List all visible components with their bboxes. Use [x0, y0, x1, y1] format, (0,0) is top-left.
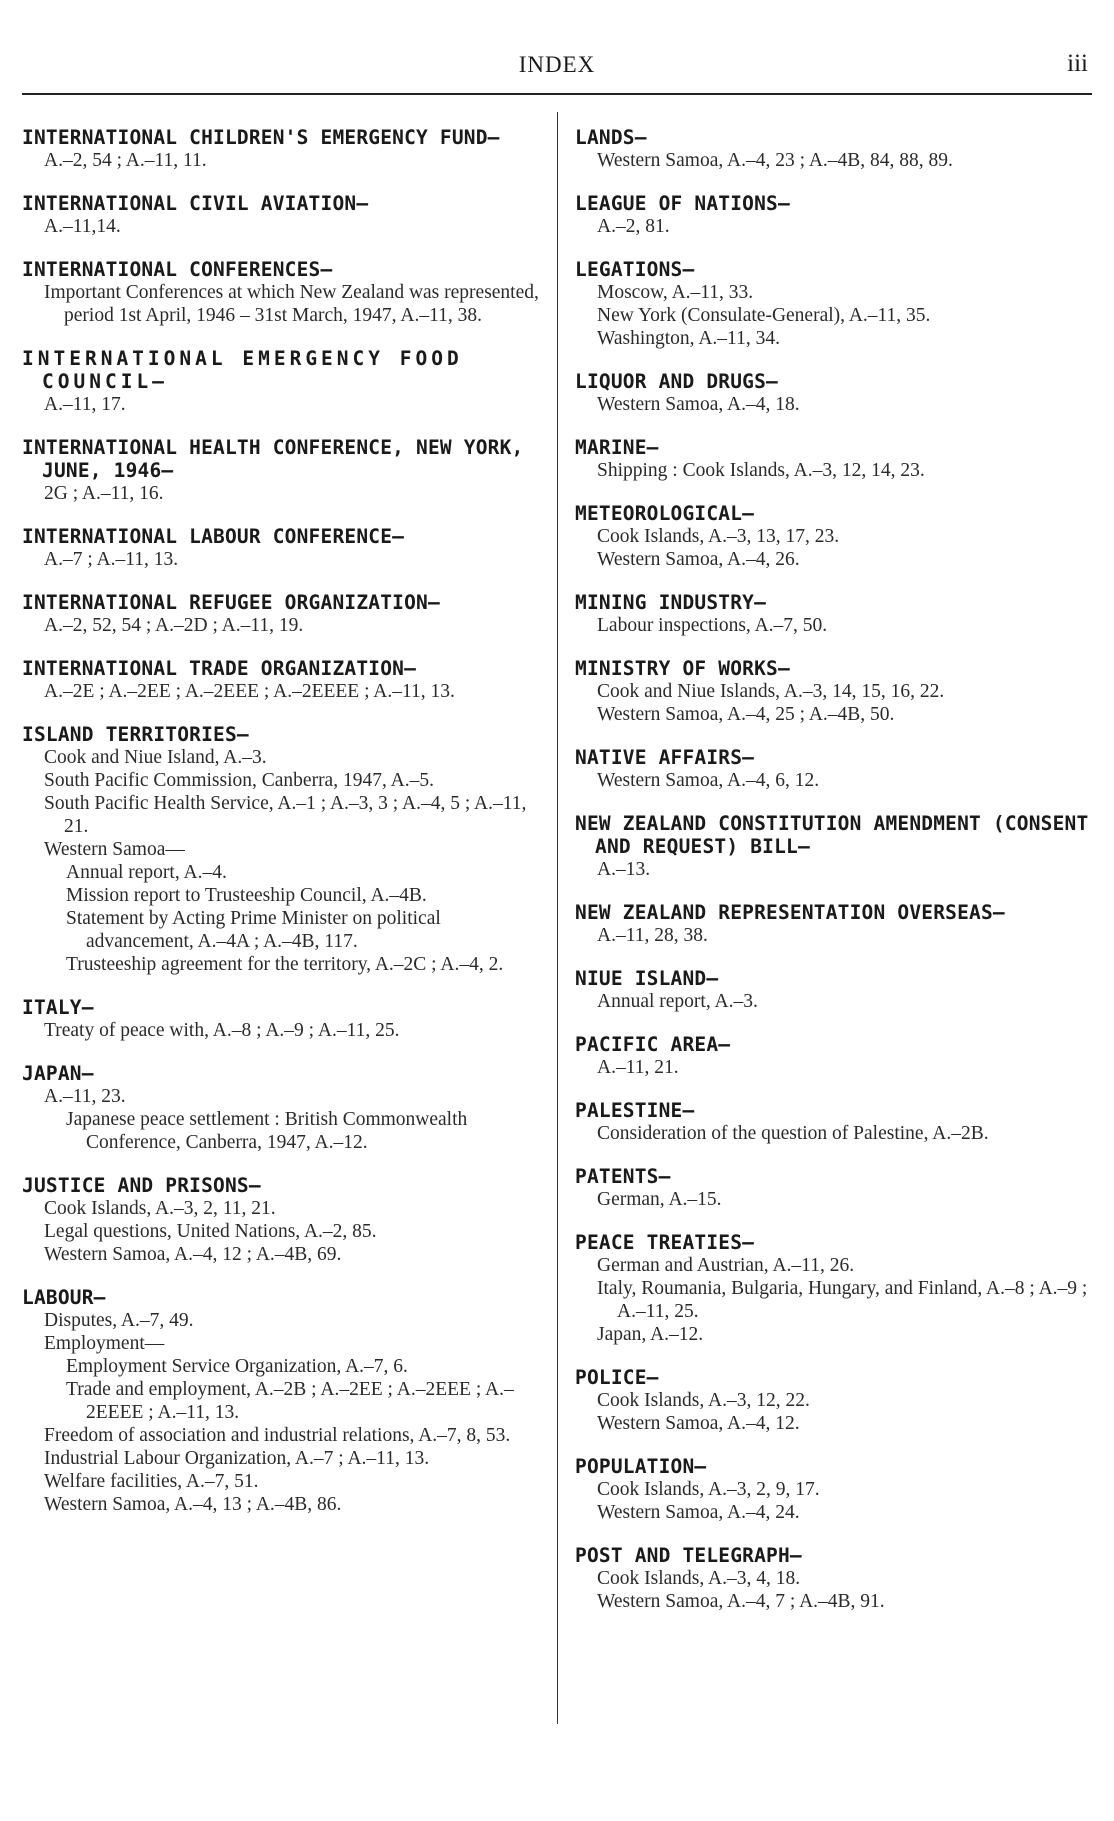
index-reference-line: Cook Islands, A.–3, 13, 17, 23. [597, 526, 840, 547]
index-heading: JUSTICE AND PRISONS— [22, 1174, 261, 1197]
index-heading: LEAGUE OF NATIONS— [575, 192, 790, 215]
index-heading: ITALY— [22, 996, 94, 1019]
index-reference-line: Cook Islands, A.–3, 2, 9, 17. [597, 1479, 820, 1500]
index-entry [22, 258, 539, 327]
index-heading: INTERNATIONAL CIVIL AVIATION— [22, 192, 369, 215]
index-entry [575, 1033, 1090, 1079]
index-reference-line: Trusteeship agreement for the territory, A.–2C ; A.–4, 2. [66, 954, 504, 975]
index-entry [575, 192, 1090, 238]
index-reference-line: Cook and Niue Island, A.–3. [44, 747, 267, 768]
index-reference-line: Western Samoa, A.–4, 24. [597, 1502, 800, 1523]
index-reference-line: Cook and Niue Islands, A.–3, 14, 15, 16, 22. [597, 681, 945, 702]
index-heading: JAPAN— [22, 1062, 94, 1085]
index-heading: NATIVE AFFAIRS— [575, 746, 755, 769]
index-reference-line: Western Samoa, A.–4, 12 ; A.–4B, 69. [44, 1244, 342, 1265]
index-heading: NIUE ISLAND— [575, 967, 719, 990]
index-entry [22, 723, 539, 976]
index-entry [22, 525, 539, 571]
index-reference-line: Western Samoa, A.–4, 7 ; A.–4B, 91. [597, 1591, 885, 1612]
index-entry [22, 436, 539, 505]
index-entry [22, 1062, 539, 1154]
index-entry [575, 258, 1090, 350]
index-entry [22, 347, 539, 416]
index-heading: INTERNATIONAL REFUGEE ORGANIZATION— [22, 591, 440, 614]
index-reference-line: Employment— [44, 1333, 165, 1354]
index-entry [575, 126, 1090, 172]
index-entry [575, 1544, 1090, 1613]
index-reference-line: Cook Islands, A.–3, 12, 22. [597, 1390, 810, 1411]
index-reference-line: Shipping : Cook Islands, A.–3, 12, 14, 23. [597, 460, 925, 481]
index-entry [575, 1099, 1090, 1145]
index-reference-line: Western Samoa— [44, 839, 185, 860]
index-entry [575, 657, 1090, 726]
index-entry [575, 1455, 1090, 1524]
index-entry [22, 996, 539, 1042]
index-reference-line: Freedom of association and industrial relations, A.–7, 8, 53. [44, 1425, 511, 1446]
index-entry [22, 126, 539, 172]
index-reference-line: Mission report to Trusteeship Council, A.–4B. [66, 885, 427, 906]
index-reference-line: Statement by Acting Prime Minister on political advancement, A.–4A ; A.–4B, 117. [66, 908, 441, 952]
index-reference-line: Industrial Labour Organization, A.–7 ; A.–11, 13. [44, 1448, 430, 1469]
index-reference-line: German, A.–15. [597, 1189, 722, 1210]
index-reference-line: A.–7 ; A.–11, 13. [44, 549, 179, 570]
index-reference-line: Western Samoa, A.–4, 12. [597, 1413, 800, 1434]
index-reference-line: Italy, Roumania, Bulgaria, Hungary, and Finland, A.–8 ; A.–9 ; A.–11, 25. [597, 1278, 1088, 1322]
index-heading: INTERNATIONAL EMERGENCY FOOD COUNCIL— [22, 347, 463, 393]
index-reference-line: 2G ; A.–11, 16. [44, 483, 164, 504]
index-heading: NEW ZEALAND CONSTITUTION AMENDMENT (CONSENT AND REQUEST) BILL— [575, 812, 1089, 858]
index-reference-line: Consideration of the question of Palestine, A.–2B. [597, 1123, 989, 1144]
index-reference-line: Cook Islands, A.–3, 4, 18. [597, 1568, 801, 1589]
index-heading: PACIFIC AREA— [575, 1033, 731, 1056]
index-reference-line: A.–11,14. [44, 216, 121, 237]
index-reference-line: Disputes, A.–7, 49. [44, 1310, 194, 1331]
index-reference-line: A.–2, 54 ; A.–11, 11. [44, 150, 207, 171]
index-heading: INTERNATIONAL CONFERENCES— [22, 258, 333, 281]
index-heading: LEGATIONS— [575, 258, 695, 281]
index-reference-line: A.–11, 28, 38. [597, 925, 708, 946]
index-reference-line: Trade and employment, A.–2B ; A.–2EE ; A.–2EEE ; A.–2EEEE ; A.–11, 13. [66, 1379, 514, 1423]
index-heading: MARINE— [575, 436, 659, 459]
index-reference-line: Important Conferences at which New Zealand was represented, period 1st April, 1946 – 31st March, 1947, A.–11, 38. [44, 282, 539, 326]
index-reference-line: Western Samoa, A.–4, 25 ; A.–4B, 50. [597, 704, 895, 725]
index-reference-line: South Pacific Commission, Canberra, 1947, A.–5. [44, 770, 434, 791]
index-reference-line: Washington, A.–11, 34. [597, 328, 780, 349]
index-heading: LANDS— [575, 126, 647, 149]
index-heading: POPULATION— [575, 1455, 707, 1478]
index-entry [575, 591, 1090, 637]
index-reference-line: A.–2, 52, 54 ; A.–2D ; A.–11, 19. [44, 615, 304, 636]
index-heading: MINING INDUSTRY— [575, 591, 767, 614]
index-reference-line: A.–2E ; A.–2EE ; A.–2EEE ; A.–2EEEE ; A.–11, 13. [44, 681, 455, 702]
index-entry [575, 1231, 1090, 1346]
index-entry [575, 812, 1090, 881]
index-reference-line: Western Samoa, A.–4, 23 ; A.–4B, 84, 88, 89. [597, 150, 953, 171]
index-entry [575, 1366, 1090, 1435]
index-reference-line: Annual report, A.–4. [66, 862, 227, 883]
index-entry [575, 436, 1090, 482]
index-entry [575, 967, 1090, 1013]
index-entry [22, 657, 539, 703]
index-reference-line: Treaty of peace with, A.–8 ; A.–9 ; A.–11, 25. [44, 1020, 400, 1041]
index-reference-line: South Pacific Health Service, A.–1 ; A.–3, 3 ; A.–4, 5 ; A.–11, 21. [44, 793, 527, 837]
index-heading: METEOROLOGICAL— [575, 502, 755, 525]
index-reference-line: A.–11, 17. [44, 394, 126, 415]
index-reference-line: A.–11, 23. [44, 1086, 126, 1107]
page-title: INDEX [518, 52, 596, 77]
index-reference-line: Japan, A.–12. [597, 1324, 704, 1345]
index-reference-line: German and Austrian, A.–11, 26. [597, 1255, 855, 1276]
index-reference-line: Legal questions, United Nations, A.–2, 85. [44, 1221, 377, 1242]
index-reference-line: Western Samoa, A.–4, 6, 12. [597, 770, 820, 791]
index-heading: INTERNATIONAL TRADE ORGANIZATION— [22, 657, 417, 680]
index-entry [22, 591, 539, 637]
index-entry [22, 192, 539, 238]
index-reference-line: Western Samoa, A.–4, 26. [597, 549, 800, 570]
index-heading: POST AND TELEGRAPH— [575, 1544, 802, 1567]
column-divider [557, 112, 558, 1724]
index-heading: INTERNATIONAL LABOUR CONFERENCE— [22, 525, 405, 548]
index-entry [22, 1286, 539, 1516]
index-heading: LABOUR— [22, 1286, 106, 1309]
index-heading: PALESTINE— [575, 1099, 695, 1122]
index-entry [575, 746, 1090, 792]
index-reference-line: Moscow, A.–11, 33. [597, 282, 754, 303]
index-reference-line: Western Samoa, A.–4, 13 ; A.–4B, 86. [44, 1494, 342, 1515]
index-entry [575, 502, 1090, 571]
index-entry [575, 901, 1090, 947]
index-reference-line: Cook Islands, A.–3, 2, 11, 21. [44, 1198, 276, 1219]
header-rule [22, 93, 1092, 95]
index-reference-line: Welfare facilities, A.–7, 51. [44, 1471, 259, 1492]
index-heading: POLICE— [575, 1366, 659, 1389]
index-reference-line: Western Samoa, A.–4, 18. [597, 394, 800, 415]
index-reference-line: A.–13. [597, 859, 651, 880]
index-reference-line: Annual report, A.–3. [597, 991, 758, 1012]
index-entry [575, 370, 1090, 416]
index-heading: PEACE TREATIES— [575, 1231, 755, 1254]
index-heading: INTERNATIONAL HEALTH CONFERENCE, NEW YORK, JUNE, 1946— [22, 436, 524, 482]
index-reference-line: Japanese peace settlement : British Commonwealth Conference, Canberra, 1947, A.–12. [66, 1109, 468, 1153]
index-heading: ISLAND TERRITORIES— [22, 723, 249, 746]
index-entry [575, 1165, 1090, 1211]
index-reference-line: Employment Service Organization, A.–7, 6. [66, 1356, 408, 1377]
page-number: iii [1067, 50, 1088, 77]
page-header [22, 48, 1092, 84]
index-reference-line: Labour inspections, A.–7, 50. [597, 615, 828, 636]
right-column [575, 126, 1090, 1633]
left-column [22, 126, 539, 1536]
index-heading: INTERNATIONAL CHILDREN'S EMERGENCY FUND— [22, 126, 500, 149]
index-entry [22, 1174, 539, 1266]
index-reference-line: A.–2, 81. [597, 216, 670, 237]
index-heading: PATENTS— [575, 1165, 671, 1188]
index-heading: LIQUOR AND DRUGS— [575, 370, 778, 393]
index-reference-line: A.–11, 21. [597, 1057, 679, 1078]
index-heading: MINISTRY OF WORKS— [575, 657, 790, 680]
index-reference-line: New York (Consulate-General), A.–11, 35. [597, 305, 931, 326]
index-heading: NEW ZEALAND REPRESENTATION OVERSEAS— [575, 901, 1005, 924]
